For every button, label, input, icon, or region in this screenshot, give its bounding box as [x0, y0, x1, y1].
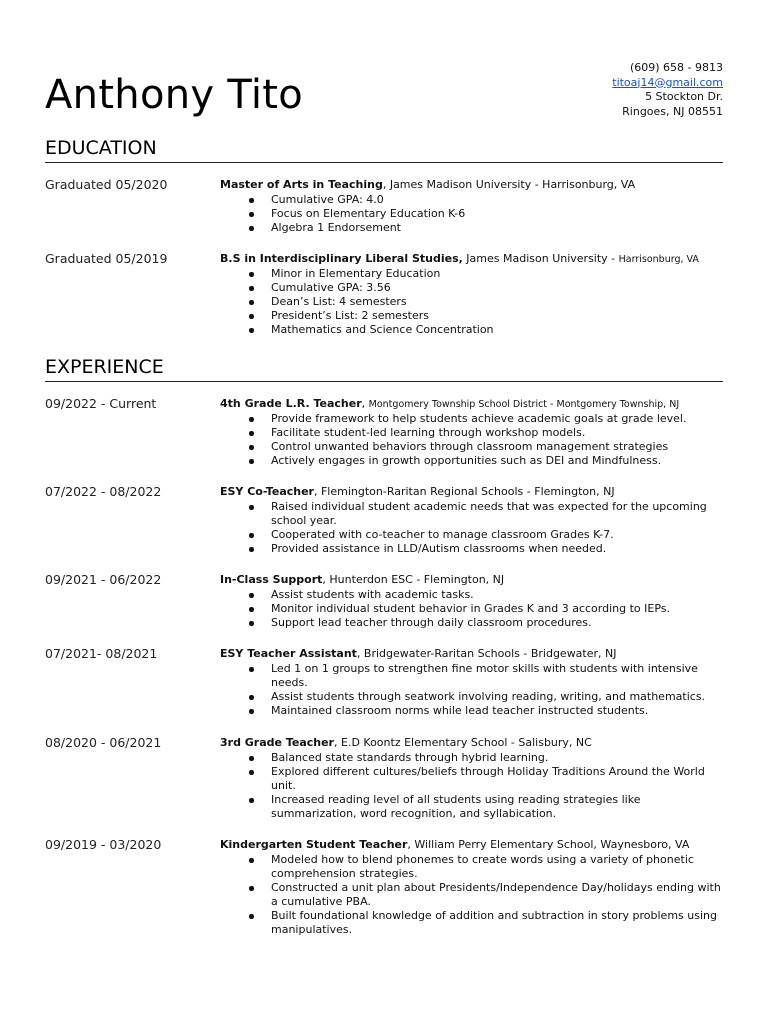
bullet-list [220, 412, 725, 468]
entry-date: Graduated 05/2019 [45, 251, 168, 266]
bullet-item: Balanced state standards through hybrid learning. [220, 751, 725, 765]
address-line-1: 5 Stockton Dr. [645, 90, 723, 103]
entry-title: In-Class Support [220, 573, 323, 586]
bullet-item: Minor in Elementary Education [220, 267, 725, 281]
bullet-item: Built foundational knowledge of addition and subtraction in story problems using manipulatives. [220, 909, 725, 937]
entry-organization: , William Perry Elementary School, Waynesboro, VA [407, 838, 690, 851]
entry-title: Kindergarten Student Teacher [220, 838, 408, 851]
entry-organization: , [361, 397, 369, 410]
bullet-item: Mathematics and Science Concentration [220, 323, 725, 337]
bullet-item: Support lead teacher through daily classroom procedures. [220, 616, 725, 630]
bullet-list [220, 588, 725, 630]
entry-date: Graduated 05/2020 [45, 177, 168, 192]
bullet-item: Facilitate student-led learning through workshop models. [220, 426, 725, 440]
bullet-item: Assist students with academic tasks. [220, 588, 725, 602]
education-divider [45, 162, 723, 163]
entry-organization: , Flemington-Raritan Regional Schools - Flemington, NJ [313, 485, 615, 498]
entry-organization-small: Montgomery Township School District - Montgomery Township, NJ [368, 399, 680, 410]
entry-heading [220, 397, 725, 412]
entry-heading [220, 736, 725, 751]
entry-organization-small: Harrisonburg, VA [618, 254, 699, 265]
entry-heading [220, 647, 725, 662]
entry-title: 4th Grade L.R. Teacher [220, 397, 362, 410]
experience-divider [45, 381, 723, 382]
entry-date: 09/2021 - 06/2022 [45, 572, 162, 587]
bullet-list [220, 853, 725, 938]
bullet-list [220, 267, 725, 337]
bullet-list [220, 193, 725, 235]
bullet-item: Constructed a unit plan about Presidents/Independence Day/holidays ending with a cumulative PBA. [220, 881, 725, 909]
bullet-item: Cooperated with co-teacher to manage classroom Grades K-7. [220, 528, 725, 542]
phone-number: (609) 658 - 9813 [629, 61, 723, 74]
entry-organization: , Hunterdon ESC - Flemington, NJ [322, 573, 505, 586]
entry-title: 3rd Grade Teacher [220, 736, 334, 749]
entry-heading [220, 485, 725, 500]
entry-date: 09/2019 - 03/2020 [45, 837, 162, 852]
bullet-item: Led 1 on 1 groups to strengthen fine motor skills with students with intensive needs. [220, 662, 725, 690]
bullet-list [220, 500, 725, 556]
entry-title: ESY Co-Teacher [220, 485, 314, 498]
entry-heading [220, 178, 725, 193]
bullet-item: Increased reading level of all students using reading strategies like summarization, word recognition, and syllabication. [220, 793, 725, 821]
entry-title: B.S in Interdisciplinary Liberal Studies, [220, 252, 463, 265]
entry-organization: , James Madison University - Harrisonburg, VA [382, 178, 636, 191]
bullet-item: Modeled how to blend phonemes to create words using a variety of phonetic comprehension strategies. [220, 853, 725, 881]
entry-date: 07/2022 - 08/2022 [45, 484, 162, 499]
contact-block [463, 61, 723, 119]
bullet-item: Algebra 1 Endorsement [220, 221, 725, 235]
entry-title: Master of Arts in Teaching [220, 178, 383, 191]
entry-organization: , Bridgewater-Raritan Schools - Bridgewater, NJ [356, 647, 617, 660]
bullet-list [220, 662, 725, 718]
bullet-item: Provide framework to help students achieve academic goals at grade level. [220, 412, 725, 426]
experience-heading: EXPERIENCE [45, 356, 164, 378]
entry-date: 07/2021- 08/2021 [45, 646, 158, 661]
bullet-item: Cumulative GPA: 3.56 [220, 281, 725, 295]
entry-organization: , E.D Koontz Elementary School - Salisbury, NC [334, 736, 592, 749]
bullet-item: Explored different cultures/beliefs through Holiday Traditions Around the World unit. [220, 765, 725, 793]
bullet-item: Raised individual student academic needs that was expected for the upcoming school year. [220, 500, 725, 528]
entry-heading [220, 838, 725, 853]
entry-heading [220, 252, 725, 267]
bullet-item: Dean’s List: 4 semesters [220, 295, 725, 309]
entry-heading [220, 573, 725, 588]
entry-date: 08/2020 - 06/2021 [45, 735, 162, 750]
bullet-item: Maintained classroom norms while lead teacher instructed students. [220, 704, 725, 718]
bullet-item: Control unwanted behaviors through classroom management strategies [220, 440, 725, 454]
entry-organization: James Madison University - [462, 252, 619, 265]
entry-title: ESY Teacher Assistant [220, 647, 357, 660]
address-line-2: Ringoes, NJ 08551 [622, 104, 723, 118]
bullet-item: Assist students through seatwork involving reading, writing, and mathematics. [220, 690, 725, 704]
candidate-name: Anthony Tito [45, 72, 304, 118]
bullet-item: Actively engages in growth opportunities such as DEI and Mindfulness. [220, 454, 725, 468]
bullet-item: Focus on Elementary Education K-6 [220, 207, 725, 221]
bullet-item: Monitor individual student behavior in Grades K and 3 according to IEPs. [220, 602, 725, 616]
bullet-item: President’s List: 2 semesters [220, 309, 725, 323]
email-link[interactable]: titoaj14@gmail.com [612, 75, 723, 89]
bullet-item: Provided assistance in LLD/Autism classrooms when needed. [220, 542, 725, 556]
education-heading: EDUCATION [45, 137, 157, 159]
entry-date: 09/2022 - Current [45, 396, 157, 411]
bullet-list [220, 751, 725, 821]
bullet-item: Cumulative GPA: 4.0 [220, 193, 725, 207]
